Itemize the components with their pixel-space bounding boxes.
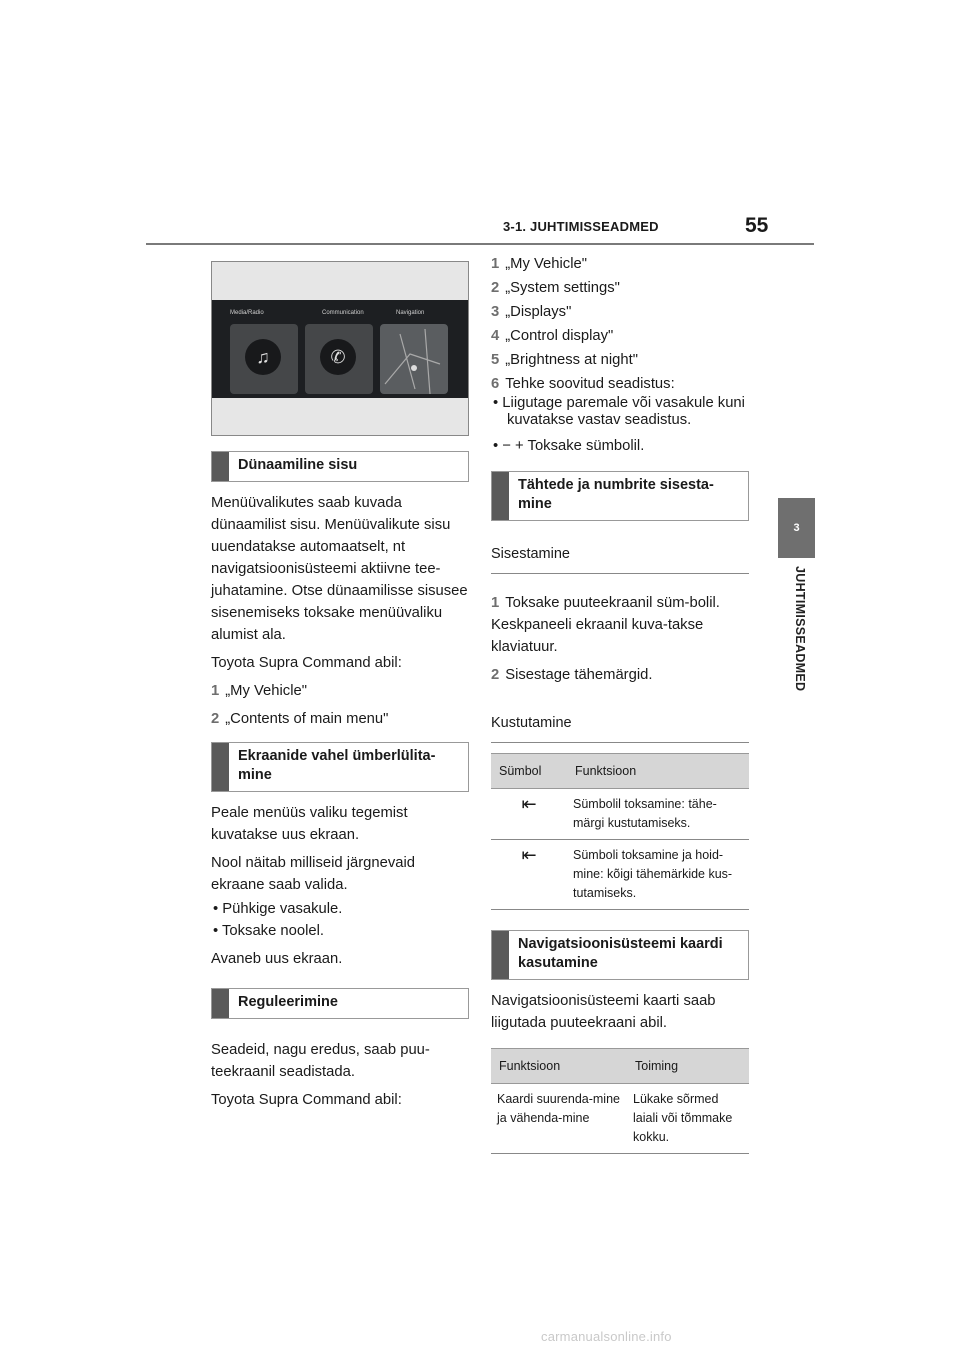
paragraph: Seadeid, nagu eredus, saab puu-teekraanil seadistada.: [211, 1042, 430, 1080]
heading-screen-switching: Ekraanide vahel ümberlülita-mine: [211, 742, 469, 792]
backspace-icon: ⇤: [491, 789, 567, 840]
paragraph: Toyota Supra Command abil:: [211, 1092, 402, 1108]
bullet-item: • − + Toksake sümbolil.: [493, 438, 645, 454]
bullet-item: • Liigutage paremale või vasakule kuni kuvatakse vastav seadistus.: [493, 395, 745, 428]
map-icon: [380, 324, 448, 394]
step-item: 1 Toksake puuteekraanil süm-bolil. Keskpaneeli ekraanil kuva-takse klaviatuur.: [491, 595, 720, 655]
bullet-item: • Toksake noolel.: [213, 923, 325, 939]
table-header: Sümbol: [491, 754, 567, 789]
subheading-deleting: Kustutamine: [491, 712, 749, 743]
paragraph: Avaneb uus ekraan.: [211, 951, 343, 967]
bullet-item: • Pühkige vasakule.: [213, 901, 343, 917]
communication-tab-label: Communication: [322, 310, 364, 316]
step-item: 2 Sisestage tähemärgid.: [491, 667, 653, 683]
map-table: [491, 1048, 749, 1154]
watermark: carmanualsonline.info: [541, 1329, 672, 1344]
section-title: 3-1. JUHTIMISSEADMED: [503, 219, 659, 234]
media-tab-label: Media/Radio: [230, 310, 264, 316]
step-item: 3 „Displays": [491, 304, 572, 320]
step-item: 1 „My Vehicle": [491, 256, 587, 272]
paragraph: Toyota Supra Command abil:: [211, 655, 402, 671]
left-column: [211, 451, 469, 1117]
backspace-icon: ⇤: [491, 840, 567, 910]
table-header: Toiming: [627, 1049, 749, 1084]
table-header: Funktsioon: [491, 1049, 627, 1084]
display-screen: [212, 300, 468, 398]
heading-entering-letters: Tähtede ja numbrite sisesta-mine: [491, 471, 749, 521]
communication-card: [305, 324, 373, 394]
paragraph: Navigatsioonisüsteemi kaarti saab liigutada puuteekraani abil.: [491, 993, 716, 1031]
paragraph: Peale menüüs valiku tegemist kuvatakse uus ekraan.: [211, 805, 408, 843]
delete-table: [491, 753, 749, 910]
right-column: [491, 253, 749, 1154]
step-item: 6 Tehke soovitud seadistus:: [491, 376, 675, 392]
media-card: [230, 324, 298, 394]
table-row: ⇤ Sümbolil toksamine: tähe-märgi kustutamiseks.: [491, 789, 749, 840]
table-header: Funktsioon: [567, 754, 749, 789]
step-item: 2 „System settings": [491, 280, 620, 296]
paragraph: Menüüvalikutes saab kuvada dünaamilist sisu. Menüüvalikute sisu uuendatakse automaatselt, nt navigatsioonisüsteemi aktiivne tee-juhatamine. Otse dünaamilisse sisusee sisenemiseks toksake menüüvaliku alumist ala.: [211, 495, 468, 643]
phone-icon: ✆: [320, 339, 356, 375]
step-item: 5 „Brightness at night": [491, 352, 638, 368]
heading-dynamic-content: Dünaamiline sisu: [211, 451, 469, 482]
steps-list: [491, 253, 749, 395]
subheading-entering: Sisestamine: [491, 543, 749, 574]
heading-navigation-map: Navigatsioonisüsteemi kaardi kasutamine: [491, 930, 749, 980]
navigation-card: [380, 324, 448, 394]
display-screenshot: [211, 261, 469, 436]
step-item: 4 „Control display": [491, 328, 614, 344]
paragraph: Nool näitab milliseid järgnevaid ekraane saab valida.: [211, 855, 415, 893]
heading-adjusting: Reguleerimine: [211, 988, 469, 1019]
step-item: 1 „My Vehicle": [211, 683, 307, 699]
chapter-tab: 3: [778, 498, 815, 558]
page-number: 55: [745, 214, 769, 237]
table-row: ⇤ Sümboli toksamine ja hoid-mine: kõigi tähemärkide kus-tutamiseks.: [491, 840, 749, 910]
minus-plus-icon: − +: [502, 438, 524, 454]
step-item: 2 „Contents of main menu": [211, 711, 389, 727]
chapter-label: JUHTIMISSEADMED: [793, 566, 807, 692]
navigation-tab-label: Navigation: [396, 310, 425, 316]
table-row: Kaardi suurenda-mine ja vähenda-mine Lükake sõrmed laiali või tõmmake kokku.: [491, 1084, 749, 1154]
header-rule: [146, 243, 814, 245]
music-icon: ♫: [245, 339, 281, 375]
